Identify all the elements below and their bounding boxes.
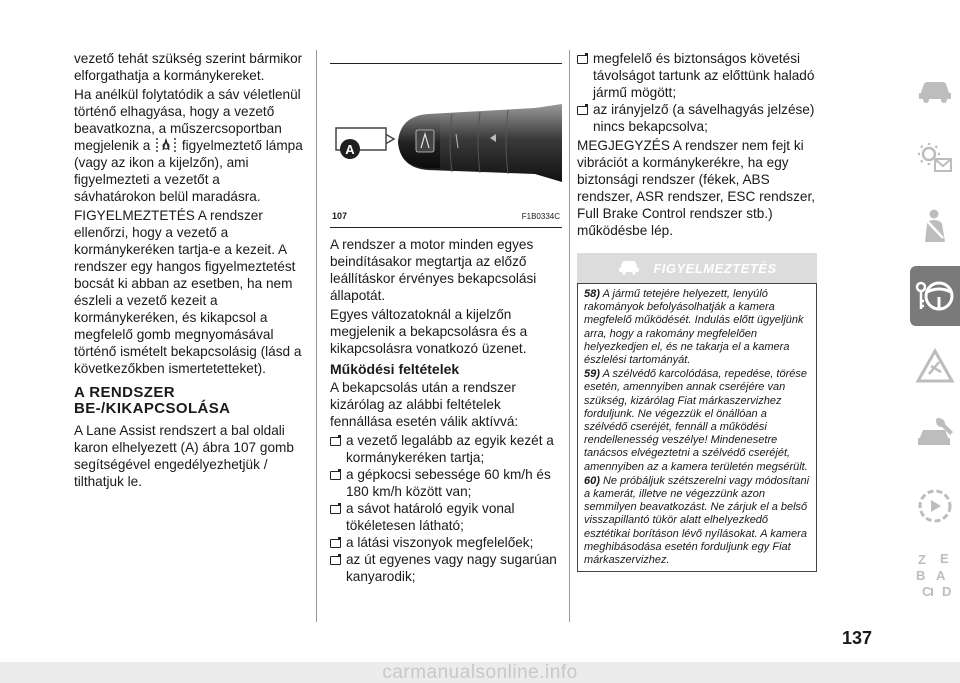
- figure-number: 107: [332, 211, 348, 221]
- warning-title: FIGYELMEZTETÉS: [653, 260, 777, 276]
- list-item: megfelelő és biztonságos követési távolságot tartunk az előttünk haladó jármű mögött;: [577, 50, 817, 101]
- paragraph: vezető tehát szükség szerint bármikor elforgathatja a kormánykereket.: [74, 51, 303, 83]
- lane-warning-icon: [154, 137, 178, 153]
- bullet-icon: [577, 55, 588, 64]
- warning-car-icon: [617, 257, 641, 279]
- figure-stalk: [330, 63, 562, 228]
- svg-text:C: C: [922, 584, 932, 598]
- bullet-icon: [330, 471, 341, 480]
- tab-multimedia[interactable]: [910, 476, 960, 536]
- warning-triangle-crash-icon: [915, 348, 955, 384]
- warning-banner: [577, 253, 817, 283]
- svg-text:Z: Z: [918, 552, 926, 567]
- stalk-illustration: [330, 64, 562, 227]
- list-item: az irányjelző (a sávelhagyás jelzése) nincs bekapcsolva;: [577, 101, 817, 135]
- wrench-car-icon: [915, 416, 955, 452]
- column-divider: [569, 50, 570, 622]
- tab-maintenance[interactable]: [910, 404, 960, 464]
- column-divider: [316, 50, 317, 622]
- section-heading: A RENDSZER BE-/KIKAPCSOLÁSA: [74, 384, 231, 417]
- warning-box: [577, 283, 817, 572]
- paragraph: MEGJEGYZÉS A rendszer nem fejt ki vibrációt a kormánykerékre, ha egy biztonsági rendszer (fékek, ABS rendszer, ASR rendszer, ESC rendszer, Full Brake Control rendszer stb.) működésbe lép.: [577, 138, 816, 238]
- paragraph: A Lane Assist rendszert a bal oldali karon elhelyezett (A) ábra 107 gomb segítségével engedélyezhetjük / tilthatjuk le.: [74, 423, 294, 489]
- warning-item: 60) Ne próbáljuk szétszerelni vagy módosítani a kamerát, illetve ne végezzünk azon semmilyen beavatkozást. Ne zárjuk el a belső visszapillantó tükör alatt elhelyezkedő esztétikai borításon lévő nyílásokat. A kamera meghibásodása esetén forduljunk egy Fiat márkaszervizhez.: [584, 474, 810, 567]
- svg-text:B: B: [916, 568, 926, 583]
- bullet-icon: [330, 505, 341, 514]
- svg-text:D: D: [942, 584, 952, 598]
- seat-belt-icon: [915, 208, 955, 244]
- svg-text:A: A: [936, 568, 946, 583]
- watermark: carmanualsonline.info: [0, 662, 960, 683]
- bullet-icon: [330, 556, 341, 565]
- warning-item: 58) A jármű tetejére helyezett, lenyúló rakományok befolyásolhatják a kamera megfelelő működését. Indulás előtt ügyeljünk arra, hogy a rakomány megfelelően helyezkedjen el, és ne takarja el a kamera észlelési tartományát.: [584, 288, 804, 367]
- paragraph: FIGYELMEZTETÉS A rendszer ellenőrzi, hogy a vezető a kormánykeréken tartja-e a kezeit. A rendszer egy hangos figyelmeztetést bocsát ki abban az esetben, ha nem észleli a vezető kezeit a kormánykeréken, és kikapcsol a megfelelő gomb megnyomásával történő ismételt bekapcsolásig (lásd a következőkben ismertetetteket).: [74, 208, 302, 376]
- steering-wheel-key-icon: [914, 275, 956, 317]
- tab-emergency[interactable]: [910, 336, 960, 396]
- warning-item: 59) A szélvédő karcolódása, repedése, törése esetén, amennyiben annak cseréjére van szükség, kizárólag Fiat márkaszervizhez forduljunk. Ne végezzük el önállóan a szélvédő cseréjét, fennáll a működési rendellenesség veszélye! Mindenesetre tanácsos elvégeztetni a szélvédő cseréjét, amennyiben az a kamera területén megsérült.: [584, 368, 808, 473]
- column-3: [577, 50, 817, 572]
- paragraph: A bekapcsolás után a rendszer kizárólag az alábbi feltételek fennállása esetén válik aktívvá:: [330, 380, 519, 429]
- paragraph: Egyes változatoknál a kijelzőn megjelenik a bekapcsolásra és a kikapcsolásra vonatkozó üzenet.: [330, 307, 528, 356]
- tab-safety[interactable]: [910, 196, 960, 256]
- car-icon: [915, 75, 955, 105]
- media-settings-icon: [915, 486, 955, 526]
- bullet-icon: [330, 437, 341, 446]
- callout-label: A: [345, 142, 355, 157]
- paragraph: Ha anélkül folytatódik a sáv véletlenül történő elhagyása, hogy a vezető beavatkozna, a műszercsoportban megjelenik a figyelmeztető lámpa (vagy az ikon a kijelzőn), ami figyelmezteti a vezetőt a sávhatárokon belül maradásra.: [74, 87, 303, 204]
- tab-starting-driving[interactable]: [910, 266, 960, 326]
- list-item: a vezető legalább az egyik kezét a kormánykeréken tartja;: [330, 432, 562, 466]
- column-1: [74, 50, 304, 492]
- warning-lights-icon: [915, 141, 955, 175]
- paragraph: A rendszer a motor minden egyes beindításakor megtartja az előző leállításkor érvényes bekapcsolási állapotát.: [330, 237, 537, 303]
- figure-code: F1B0334C: [521, 212, 560, 221]
- alphabet-index-icon: [914, 550, 956, 598]
- tab-car[interactable]: [910, 60, 960, 120]
- page-number: 137: [841, 628, 872, 648]
- list-item: a látási viszonyok megfelelőek;: [330, 534, 562, 551]
- bullet-icon: [330, 539, 341, 548]
- bullet-icon: [577, 106, 588, 115]
- tab-warning-lights[interactable]: [910, 128, 960, 188]
- subheading: Működési feltételek: [330, 361, 460, 377]
- svg-text:E: E: [940, 551, 949, 566]
- tab-index[interactable]: [910, 544, 960, 604]
- list-item: az út egyenes vagy nagy sugarúan kanyarodik;: [330, 551, 562, 585]
- list-item: a gépkocsi sebessége 60 km/h és 180 km/h között van;: [330, 466, 562, 500]
- list-item: a sávot határoló egyik vonal tökéletesen látható;: [330, 500, 562, 534]
- column-2: [330, 50, 562, 585]
